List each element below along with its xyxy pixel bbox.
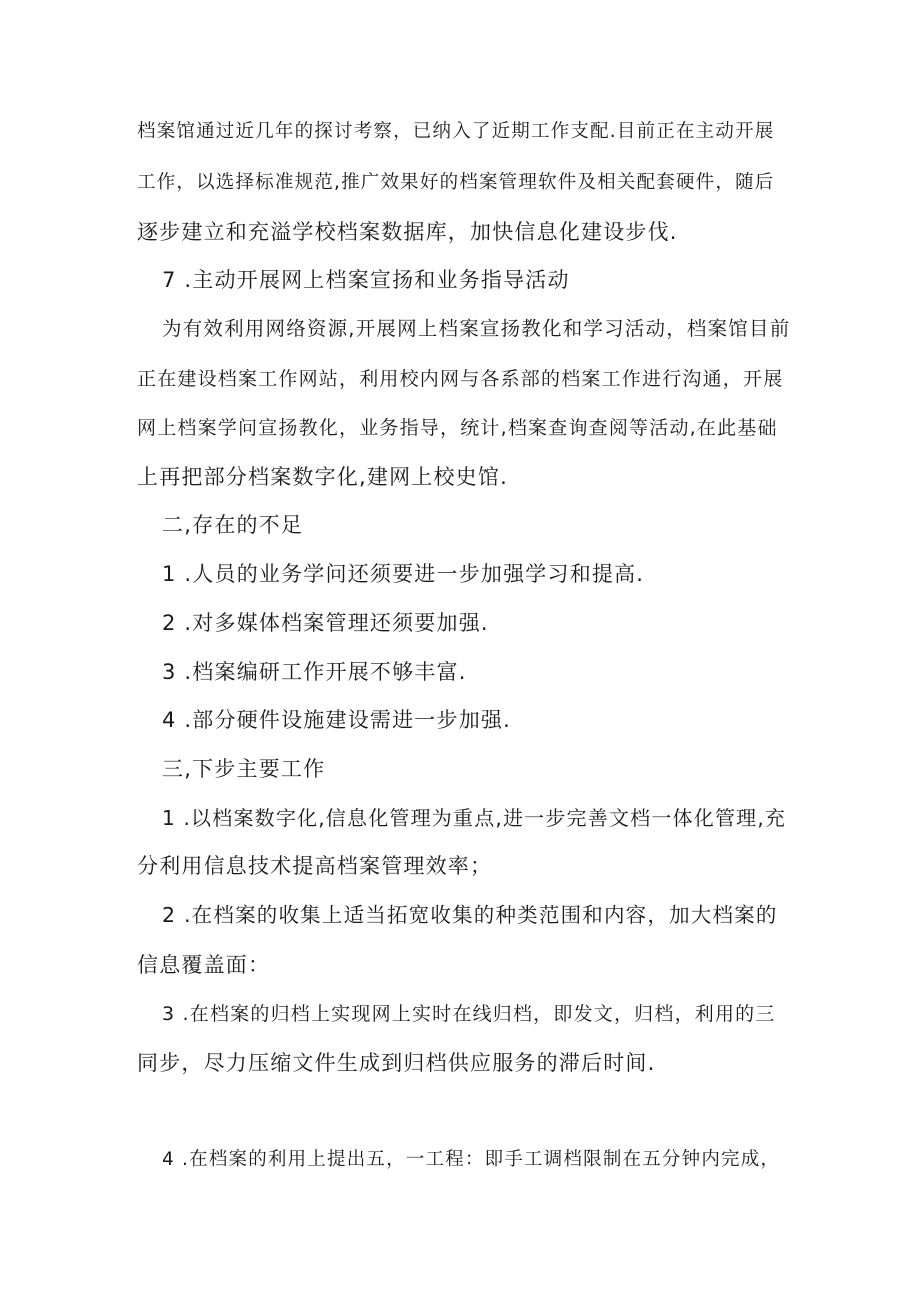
paragraph-line: 为有效利用网络资源,开展网上档案宣扬教化和学习活动，档案馆目前 <box>162 317 791 340</box>
list-item: 2 .在档案的收集上适当拓宽收集的种类范围和内容，加大档案的 <box>162 903 778 927</box>
list-item: 1 .人员的业务学问还须要进一步加强学习和提高. <box>162 562 645 586</box>
list-item-continuation: 同步，尽力压缩文件生成到归档供应服务的滞后时间. <box>137 1051 656 1075</box>
list-item: 3 .在档案的归档上实现网上实时在线归档，即发文，归档，利用的三 <box>162 1003 776 1025</box>
list-item: 1 .以档案数字化,信息化管理为重点,进一步完善文档一体化管理,充 <box>162 806 787 830</box>
list-item-continuation: 信息覆盖面： <box>137 953 271 977</box>
paragraph-line: 工作，以选择标准规范,推广效果好的档案管理软件及相关配套硬件，随后 <box>137 172 775 193</box>
list-item: 2 .对多媒体档案管理还须要加强. <box>162 611 489 635</box>
section-heading: 三,下步主要工作 <box>162 757 326 781</box>
section-heading: 二,存在的不足 <box>162 513 304 537</box>
paragraph-line: 网上档案学问宣扬教化，业务指导，统计,档案查询查阅等活动,在此基础 <box>137 417 778 439</box>
paragraph-line: 档案馆通过近几年的探讨考察，已纳入了近期工作支配.目前正在主动开展 <box>137 121 775 142</box>
paragraph-line: 逐步建立和充溢学校档案数据库，加快信息化建设步伐. <box>137 220 678 244</box>
list-item: 3 .档案编研工作开展不够丰富. <box>162 660 467 684</box>
paragraph-line: 正在建设档案工作网站，利用校内网与各系部的档案工作进行沟通，开展 <box>137 368 784 390</box>
list-item: 4 .在档案的利用上提出五，一工程：即手工调档限制在五分钟内完成， <box>162 1149 781 1170</box>
paragraph-line: 上再把部分档案数字化,建网上校史馆. <box>137 465 508 489</box>
list-item: 4 .部分硬件设施建设需进一步加强. <box>162 708 511 732</box>
section-heading: 7 .主动开展网上档案宣扬和业务指导活动 <box>162 268 570 292</box>
list-item-continuation: 分利用信息技术提高档案管理效率； <box>137 854 493 878</box>
